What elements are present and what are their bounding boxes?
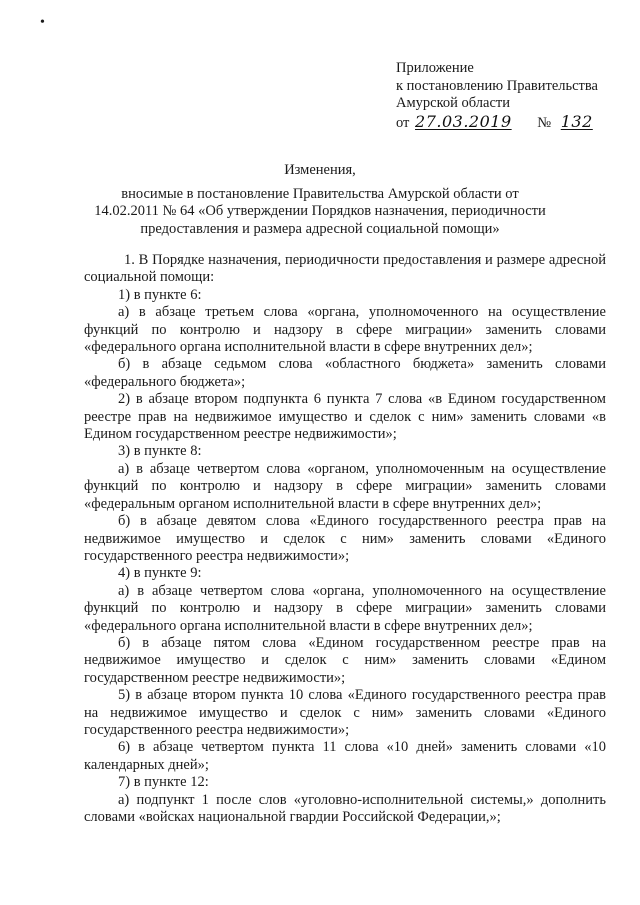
paragraph-5: 2) в абзаце втором подпункта 6 пункта 7 слова «в Едином государственном реестре прав на недвижимое имущество и сделок с ним» заменить словами «в Едином государственном реестре недвижимости»;: [84, 391, 606, 443]
paragraph-10: а) в абзаце четвертом слова «органа, уполномоченного на осуществление функций по контролю и надзору в сфере миграции» заменить словами «федерального органа исполнительной власти в сфере внутренних дел»;: [84, 582, 606, 634]
paragraph-11: б) в абзаце пятом слова «Едином государственном реестре прав на недвижимое имущество и сделок с ним» заменить словами «Едином государственном реестре недвижимости»;: [84, 634, 606, 686]
paragraph-3: а) в абзаце третьем слова «органа, уполномоченного на осуществление функций по контролю и надзору в сфере миграции» заменить словами «федерального органа исполнительной власти в сфере внутренних дел»;: [84, 304, 606, 356]
paragraph-15: а) подпункт 1 после слов «уголовно-исполнительной системы,» дополнить словами «войсках национальной гвардии Российской Федерации,»;: [84, 791, 606, 825]
paragraph-9: 4) в пункте 9:: [118, 565, 202, 582]
document-title: [60, 162, 580, 238]
paragraph-13: 6) в абзаце четвертом пункта 11 слова «10 дней» заменить словами «10 календарных дней»;: [84, 739, 606, 773]
annex-handwritten-date: 27.03.2019: [415, 111, 512, 131]
annex-date-line: [396, 113, 598, 133]
annex-handwritten-number: 132: [560, 111, 593, 131]
paragraph-2: 1) в пункте 6:: [118, 286, 202, 303]
document-body: [84, 252, 606, 826]
annex-from-label: от: [396, 114, 410, 131]
corner-mark: •: [40, 15, 45, 30]
title-line-3: 14.02.2011 № 64 «Об утверждении Порядков назначения, периодичности: [94, 203, 546, 220]
paragraph-6: 3) в пункте 8:: [118, 443, 202, 460]
paragraph-14: 7) в пункте 12:: [118, 774, 209, 791]
paragraph-7: а) в абзаце четвертом слова «органом, уполномоченным на осуществление функций по контролю и надзору в сфере миграции» заменить словами «федеральным органом исполнительной власти в сфере внутренних дел»;: [84, 460, 606, 512]
annex-resolution: к постановлению Правительства: [396, 77, 598, 94]
title-line-2: вносимые в постановление Правительства Амурской области от: [121, 185, 519, 202]
title-line-4: предоставления и размера адресной социальной помощи»: [140, 220, 500, 237]
annex-region: Амурской области: [396, 95, 510, 111]
annex-number-label: №: [537, 114, 552, 131]
paragraph-1: 1. В Порядке назначения, периодичности предоставления и размере адресной социальной помощи:: [84, 252, 606, 286]
annex-block: [396, 60, 598, 132]
title-line-1: Изменения,: [284, 162, 356, 178]
annex-title: Приложение: [396, 60, 474, 76]
paragraph-12: 5) в абзаце втором пункта 10 слова «Единого государственного реестра прав на недвижимое имущество и сделок с ним» заменить словами «Единого государственного реестра недвижимости»;: [84, 687, 606, 738]
paragraph-8: б) в абзаце девятом слова «Единого государственного реестра прав на недвижимое имущество и сделок с ним» заменить словами «Единого государственного реестра недвижимости»;: [84, 513, 606, 564]
paragraph-4: б) в абзаце седьмом слова «областного бюджета» заменить словами «федерального бюджета»;: [84, 356, 606, 390]
